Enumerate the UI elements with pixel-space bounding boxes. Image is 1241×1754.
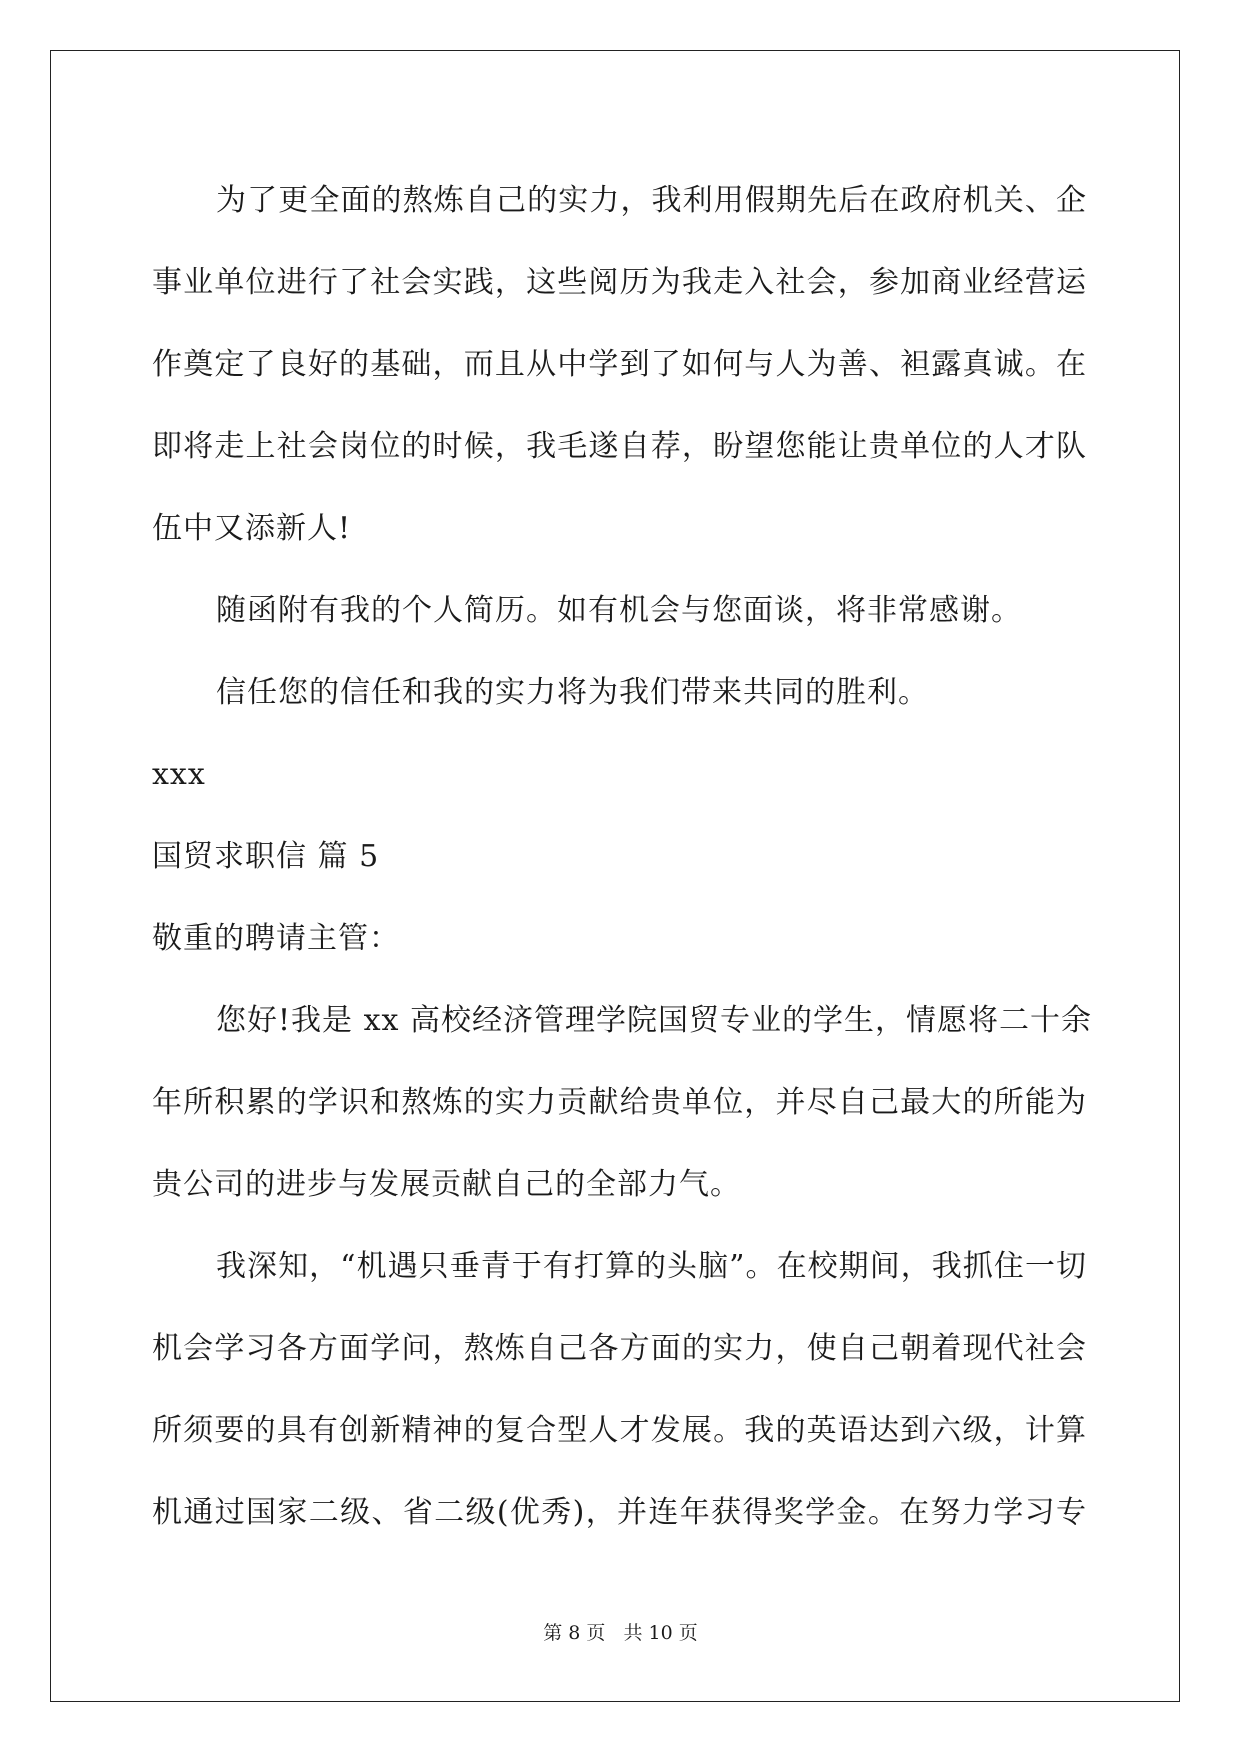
text-line: 国贸求职信 篇 5 [152,839,380,874]
text-line: 信任您的信任和我的实力将为我们带来共同的胜利。 [216,675,929,710]
text-line: 我深知，“机遇只垂青于有打算的头脑”。在校期间，我抓住一切 [216,1249,1087,1284]
text-line: 机通过国家二级、省二级(优秀)，并连年获得奖学金。在努力学习专 [152,1495,1087,1530]
page-number: 第 8 页 [543,1622,606,1644]
text-line: 年所积累的学识和熬炼的实力贡献给贵单位，并尽自己最大的所能为 [152,1085,1087,1120]
document-body [152,160,1092,1554]
text-line: 伍中又添新人! [152,511,352,546]
page-total: 共 10 页 [623,1622,698,1644]
text-line: 即将走上社会岗位的时候，我毛遂自荐，盼望您能让贵单位的人才队 [152,429,1087,464]
text-line: 为了更全面的熬炼自己的实力，我利用假期先后在政府机关、企 [216,183,1087,218]
text-line: 随函附有我的个人简历。如有机会与您面谈，将非常感谢。 [216,593,1022,628]
text-line: 您好!我是 xx 高校经济管理学院国贸专业的学生，情愿将二十余 [216,1003,1092,1038]
text-line: 贵公司的进步与发展贡献自己的全部力气。 [152,1167,741,1202]
text-line: 事业单位进行了社会实践，这些阅历为我走入社会，参加商业经营运 [152,265,1087,300]
page-footer [0,1618,1241,1645]
text-line: 作奠定了良好的基础，而且从中学到了如何与人为善、袒露真诚。在 [152,347,1087,382]
text-line: 机会学习各方面学问，熬炼自己各方面的实力，使自己朝着现代社会 [152,1331,1087,1366]
text-line: xxx [152,757,206,792]
text-line: 敬重的聘请主管： [152,921,400,956]
text-line: 所须要的具有创新精神的复合型人才发展。我的英语达到六级，计算 [152,1413,1087,1448]
